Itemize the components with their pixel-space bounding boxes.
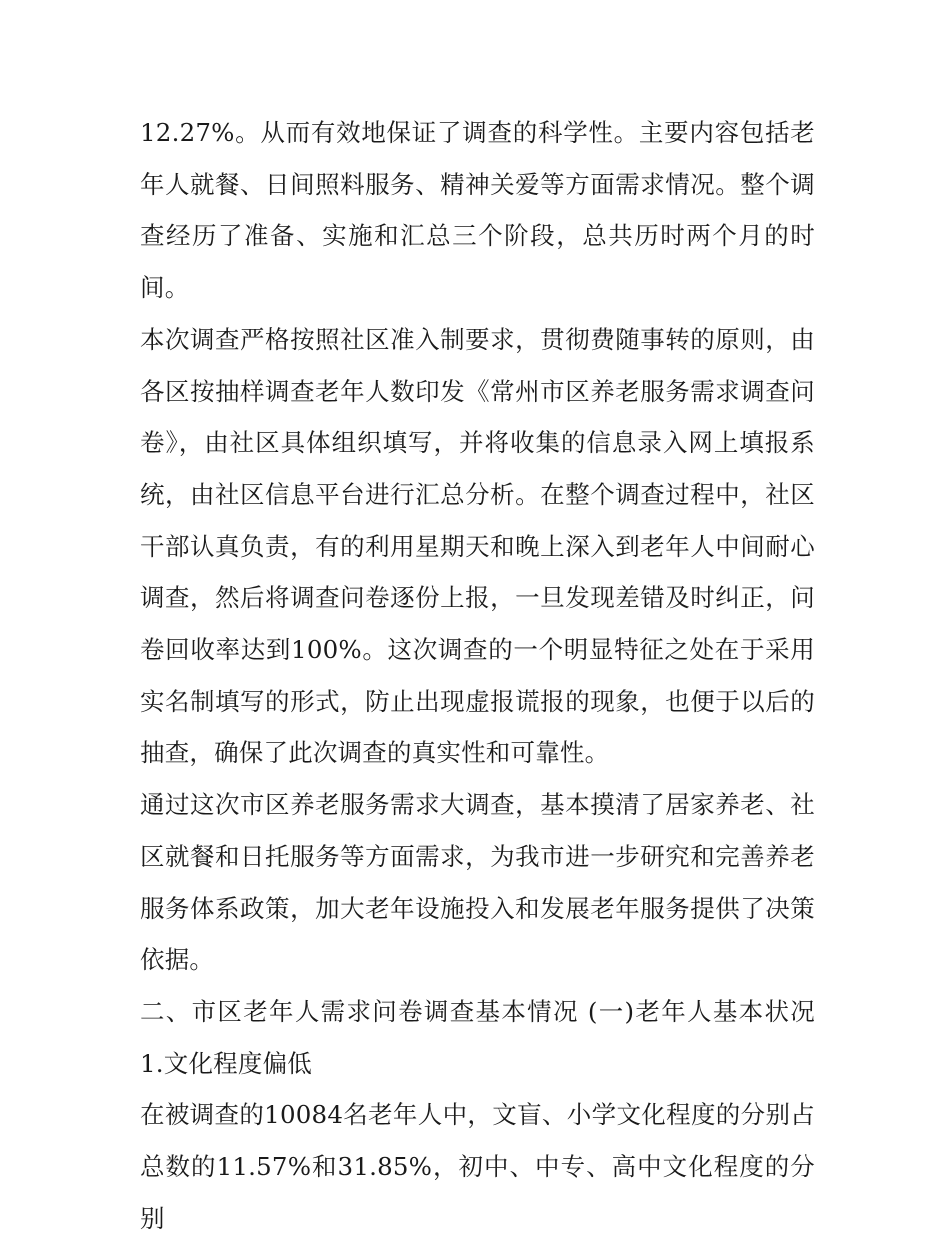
section-heading: 二、市区老年人需求问卷调查基本情况 (一)老年人基本状况 1.文化程度偏低	[140, 996, 815, 1078]
paragraph-survey-outcome: 通过这次市区养老服务需求大调查，基本摸清了居家养老、社区就餐和日托服务等方面需求，为我市进一步研究和完善养老服务体系政策，加大老年设施投入和发展老年服务提供了决策依据。	[140, 790, 815, 975]
document-body	[140, 107, 815, 1244]
paragraph-survey-process: 本次调查严格按照社区准入制要求，贯彻费随事转的原则，由各区按抽样调查老年人数印发《常州市区养老服务需求调查问卷》，由社区具体组织填写，并将收集的信息录入网上填报系统，由社区信息平台进行汇总分析。在整个调查过程中，社区干部认真负责，有的利用星期天和晚上深入到老年人中间耐心调查，然后将调查问卷逐份上报，一旦发现差错及时纠正，问卷回收率达到100%。这次调查的一个明显特征之处在于采用实名制填写的形式，防止出现虚报谎报的现象，也便于以后的抽查，确保了此次调查的真实性和可靠性。	[140, 324, 815, 768]
paragraph-survey-scope: 12.27%。从而有效地保证了调查的科学性。主要内容包括老年人就餐、日间照料服务、精神关爱等方面需求情况。整个调查经历了准备、实施和汇总三个阶段，总共历时两个月的时间。	[140, 118, 815, 303]
paragraph-education-level: 在被调查的10084名老年人中，文盲、小学文化程度的分别占总数的11.57%和31.85%，初中、中专、高中文化程度的分别	[140, 1100, 815, 1233]
